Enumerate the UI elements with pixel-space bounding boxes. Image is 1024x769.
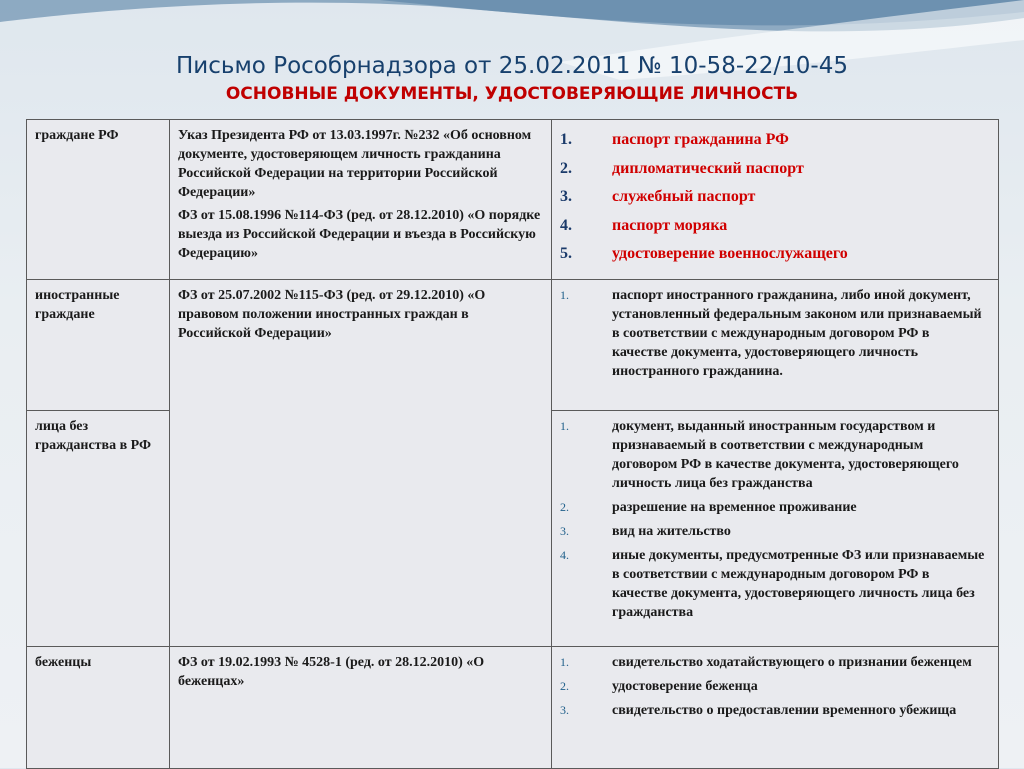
law-text: ФЗ от 15.08.1996 №114-ФЗ (ред. от 28.12.2010) «О порядке выезда из Российской Федерации и въезда в Российскую Федерацию» bbox=[178, 208, 541, 261]
list-number: 5. bbox=[560, 245, 572, 262]
list-item bbox=[560, 677, 986, 696]
list-item bbox=[560, 522, 986, 541]
documents-table bbox=[26, 119, 999, 769]
documents-cell bbox=[552, 647, 999, 769]
list-number: 1. bbox=[560, 655, 569, 669]
document-text: вид на жительство bbox=[612, 524, 731, 539]
slide-title bbox=[0, 52, 1024, 106]
category-cell: граждане РФ bbox=[27, 120, 170, 280]
law-cell bbox=[170, 280, 552, 647]
law-cell bbox=[170, 120, 552, 280]
list-item bbox=[560, 701, 986, 720]
category-cell: лица без гражданства в РФ bbox=[27, 411, 170, 647]
documents-cell bbox=[552, 120, 999, 280]
list-item bbox=[560, 240, 986, 269]
title-main-heading: ОСНОВНЫЕ ДОКУМЕНТЫ, УДОСТОВЕРЯЮЩИЕ ЛИЧНОСТЬ bbox=[225, 84, 799, 104]
list-number: 1. bbox=[560, 131, 572, 148]
table-row-foreign-citizens bbox=[27, 280, 999, 411]
law-cell bbox=[170, 647, 552, 769]
list-item bbox=[560, 417, 986, 493]
list-number: 3. bbox=[560, 524, 569, 538]
document-text: служебный паспорт bbox=[612, 188, 756, 205]
list-number: 3. bbox=[560, 188, 572, 205]
documents-cell bbox=[552, 280, 999, 411]
list-item bbox=[560, 126, 986, 155]
document-text: паспорт моряка bbox=[612, 216, 728, 234]
list-number: 2. bbox=[560, 679, 569, 693]
document-text: иные документы, предусмотренные ФЗ или признаваемые в соответствии с международным договором РФ в качестве документа, удостоверяющего личность лица без гражданства bbox=[612, 548, 985, 620]
law-text: ФЗ от 25.07.2002 №115-ФЗ (ред. от 29.12.2010) «О правовом положении иностранных граждан в Российской Федерации» bbox=[178, 288, 486, 341]
documents-list bbox=[560, 417, 986, 622]
document-text: паспорт гражданина РФ bbox=[612, 131, 789, 148]
document-text: удостоверение военнослужащего bbox=[612, 245, 848, 262]
title-letter-reference: Письмо Рособрнадзора от 25.02.2011 № 10-58-22/10-45 bbox=[176, 53, 848, 79]
list-item bbox=[560, 653, 986, 672]
list-item bbox=[560, 155, 986, 184]
category-cell: беженцы bbox=[27, 647, 170, 769]
documents-cell bbox=[552, 411, 999, 647]
documents-list bbox=[560, 653, 986, 720]
table-row-citizens bbox=[27, 120, 999, 280]
list-number: 2. bbox=[560, 500, 569, 514]
law-text: ФЗ от 19.02.1993 № 4528-1 (ред. от 28.12.2010) «О беженцах» bbox=[178, 655, 485, 689]
document-text: дипломатический паспорт bbox=[612, 159, 804, 177]
list-number: 2. bbox=[560, 159, 572, 177]
document-text: свидетельство ходатайствующего о признании беженцем bbox=[612, 655, 972, 670]
list-number: 1. bbox=[560, 288, 569, 302]
documents-list bbox=[560, 286, 986, 381]
list-item bbox=[560, 286, 986, 381]
list-item bbox=[560, 498, 986, 517]
category-cell: иностранные граждане bbox=[27, 280, 170, 411]
list-number: 1. bbox=[560, 419, 569, 433]
documents-list bbox=[560, 126, 986, 269]
document-text: паспорт иностранного гражданина, либо иной документ, установленный федеральным законом или признаваемый в соответствии с международным договором РФ в качестве документа, удостоверяющего личность иностранного гражданина. bbox=[612, 288, 982, 379]
list-number: 4. bbox=[560, 216, 572, 234]
list-item bbox=[560, 212, 986, 241]
list-number: 3. bbox=[560, 703, 569, 717]
document-text: удостоверение беженца bbox=[612, 679, 758, 694]
law-text: Указ Президента РФ от 13.03.1997г. №232 «Об основном документе, удостоверяющем личность гражданина Российской Федерации на территории Российской Федерации» bbox=[178, 128, 532, 200]
document-text: документ, выданный иностранным государством и признаваемый в соответствии с международным договором РФ в качестве документа, удостоверяющего личность лица без гражданства bbox=[612, 419, 959, 491]
document-text: свидетельство о предоставлении временного убежища bbox=[612, 703, 957, 718]
document-text: разрешение на временное проживание bbox=[612, 500, 857, 515]
table-row-refugees bbox=[27, 647, 999, 769]
list-number: 4. bbox=[560, 548, 569, 562]
list-item bbox=[560, 546, 986, 622]
list-item bbox=[560, 183, 986, 212]
